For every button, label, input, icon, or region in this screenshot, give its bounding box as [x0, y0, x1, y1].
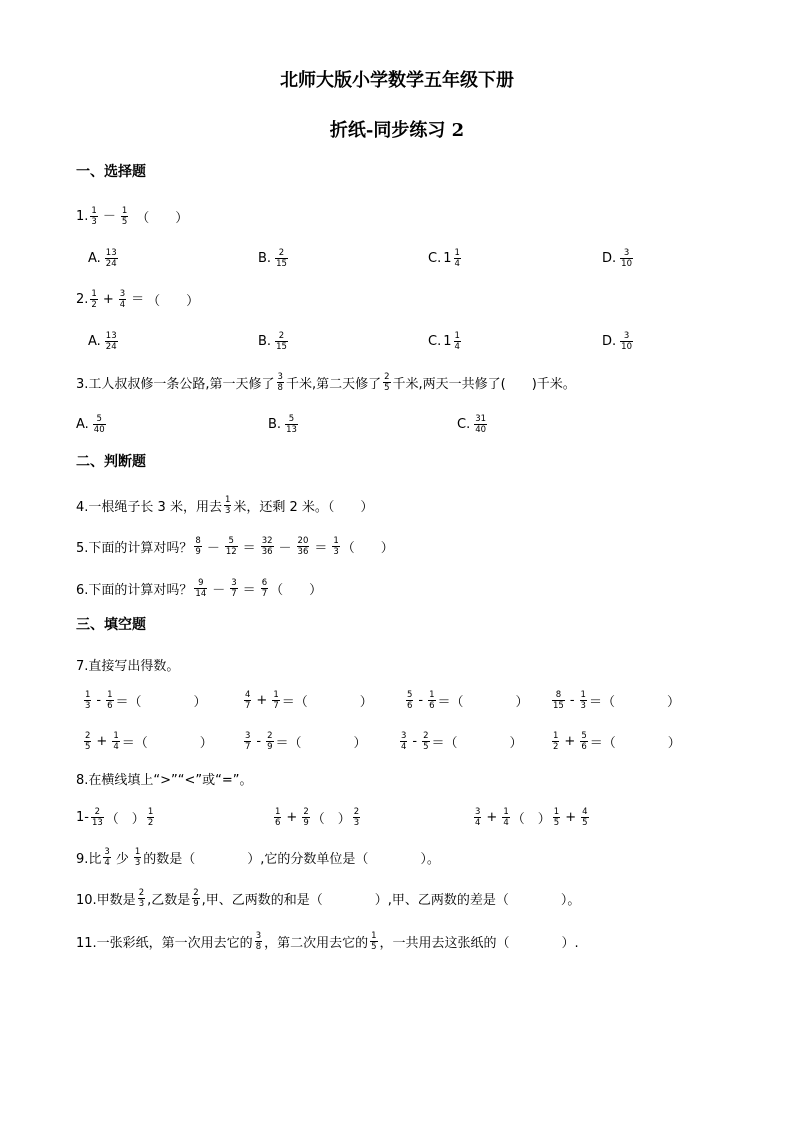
denominator: 5: [553, 817, 560, 828]
fraction: [454, 248, 461, 269]
numerator: 2: [423, 730, 429, 741]
fraction: [230, 578, 237, 599]
denominator: 15: [553, 700, 564, 711]
fraction: [474, 414, 487, 435]
text: 5.下面的计算对吗？: [76, 540, 193, 556]
numerator: 1: [333, 535, 339, 546]
calc-item: [242, 728, 367, 754]
question-number: 1.: [76, 208, 89, 224]
fraction: [84, 731, 91, 752]
fraction: [580, 690, 587, 711]
denominator: 7: [245, 700, 251, 711]
text: ,甲、乙两数的和是（ ）,甲、乙两数的差是（ ）。: [201, 892, 581, 908]
denominator: 40: [93, 424, 105, 435]
option-a: [88, 328, 120, 354]
question-5: [76, 533, 394, 559]
denominator: 4: [401, 741, 407, 752]
denominator: 6: [581, 741, 587, 752]
fraction: [275, 248, 288, 269]
numerator: 2: [384, 371, 390, 382]
denominator: 24: [105, 258, 117, 269]
operator: ＝: [242, 540, 256, 556]
fraction: [581, 807, 588, 828]
numerator: 1: [147, 806, 154, 817]
question-3: [76, 369, 576, 395]
fraction: [428, 690, 435, 711]
option-d: [602, 328, 635, 354]
denominator: 5: [121, 217, 128, 227]
fraction: [84, 690, 91, 711]
numerator: 20: [297, 535, 309, 546]
numerator: 3: [277, 371, 283, 382]
operator: ＝: [131, 292, 145, 307]
fraction: [91, 807, 104, 828]
option-a: [76, 411, 108, 437]
operator: －: [212, 582, 226, 598]
option-label: C.: [428, 250, 442, 266]
option-b: [258, 245, 290, 271]
text: ，第二次用去它的: [264, 935, 369, 951]
denominator: 3: [580, 700, 586, 711]
numerator: 3: [245, 730, 251, 741]
denominator: 5: [423, 741, 429, 752]
numerator: 3: [231, 577, 237, 588]
section-heading-fill: 三、填空题: [76, 617, 146, 633]
fraction: [620, 248, 633, 269]
question-11: [76, 928, 579, 954]
fraction: [192, 888, 199, 909]
denominator: 4: [454, 258, 460, 269]
operator: -: [418, 692, 424, 708]
fraction: [244, 690, 251, 711]
text: 的数是（ ）,它的分数单位是（ ）。: [143, 851, 440, 867]
denominator: 3: [224, 505, 231, 516]
text: （ ）: [105, 811, 145, 827]
calc-item: [398, 728, 523, 754]
text: 千米,第二天修了: [285, 376, 382, 392]
option-label: B.: [268, 416, 282, 432]
fraction: [147, 807, 154, 828]
calc-item: [550, 687, 680, 713]
question-2: [76, 286, 199, 312]
operator: -: [256, 733, 262, 749]
fraction: [112, 731, 119, 752]
option-label: B.: [258, 333, 272, 349]
text: （ ）: [311, 811, 351, 827]
option-label: B.: [258, 250, 272, 266]
text: ＝（ ）: [121, 735, 213, 751]
calc-item: [82, 687, 207, 713]
fraction: [285, 414, 298, 435]
operator: -: [96, 692, 102, 708]
denominator: 4: [475, 817, 481, 828]
text: 4.一根绳子长 3 米，用去: [76, 499, 222, 515]
numerator: 1: [454, 247, 460, 258]
option-label: C.: [428, 333, 442, 349]
operator: ＝: [242, 582, 256, 598]
fraction: [332, 536, 339, 557]
option-label: A.: [88, 250, 101, 266]
denominator: 5: [582, 817, 588, 828]
denominator: 40: [475, 424, 487, 435]
fraction: [383, 372, 390, 393]
denominator: 8: [277, 382, 283, 393]
fraction: [225, 536, 238, 557]
text: ＝（ ）: [115, 694, 207, 710]
text: 少: [115, 851, 129, 867]
fraction: [553, 807, 560, 828]
compare-item: [272, 804, 362, 830]
whole-number: 1: [443, 250, 452, 266]
operator: +: [96, 733, 108, 749]
numerator: 2: [94, 806, 101, 817]
numerator: 1: [429, 689, 435, 700]
denominator: 9: [195, 546, 201, 557]
question-6: [76, 575, 322, 601]
fraction: [406, 690, 413, 711]
fraction: [454, 331, 461, 352]
denominator: 2: [91, 300, 97, 310]
fraction: [275, 331, 288, 352]
denominator: 6: [107, 700, 113, 711]
question-9: [76, 844, 440, 870]
operator: +: [286, 809, 298, 825]
numerator: 1: [113, 730, 119, 741]
denominator: 6: [407, 700, 413, 711]
fraction: [274, 807, 281, 828]
fraction: [105, 331, 118, 352]
numerator: 3: [475, 806, 481, 817]
denominator: 36: [261, 546, 273, 557]
text: （ ）: [341, 540, 394, 556]
denominator: 10: [621, 341, 632, 352]
numerator: 3: [119, 289, 126, 299]
denominator: 5: [384, 382, 390, 393]
calc-item: [550, 728, 681, 754]
numerator: 6: [261, 577, 268, 588]
option-label: D.: [602, 250, 617, 266]
section-heading-judgment: 二、判断题: [76, 454, 146, 470]
numerator: 1: [85, 689, 91, 700]
question-7-prompt: 7.直接写出得数。: [76, 658, 180, 674]
numerator: 1: [107, 689, 113, 700]
numerator: 2: [193, 887, 199, 898]
text: 11.一张彩纸，第一次用去它的: [76, 935, 253, 951]
fraction: [620, 331, 633, 352]
fraction: [552, 731, 559, 752]
numerator: 1: [580, 689, 586, 700]
fraction: [90, 206, 97, 227]
numerator: 4: [245, 689, 251, 700]
text: ＝（ ）: [589, 735, 681, 751]
option-c: [428, 245, 463, 271]
operator: －: [206, 540, 220, 556]
denominator: 4: [104, 857, 110, 868]
fraction: [400, 731, 407, 752]
calc-item: [404, 687, 529, 713]
text: ＝（ ）: [275, 735, 367, 751]
denominator: 9: [193, 898, 199, 909]
numerator: 13: [105, 330, 117, 341]
denominator: 7: [231, 588, 237, 599]
text: ,乙数是: [147, 892, 191, 908]
question-1-expression: [88, 205, 130, 227]
fraction: [370, 931, 377, 952]
numerator: 1: [553, 806, 560, 817]
denominator: 7: [273, 700, 279, 711]
numerator: 1: [371, 930, 377, 941]
numerator: 1: [134, 846, 141, 857]
fraction: [261, 578, 268, 599]
denominator: 15: [276, 341, 287, 352]
denominator: 6: [275, 817, 281, 828]
option-label: A.: [88, 333, 101, 349]
fraction: [277, 372, 284, 393]
denominator: 12: [225, 546, 237, 557]
numerator: 5: [407, 689, 413, 700]
numerator: 5: [96, 413, 102, 424]
denominator: 4: [454, 341, 460, 352]
page-subtitle: 折纸-同步练习 2: [329, 120, 465, 141]
numerator: 1: [224, 494, 231, 505]
calc-item: [242, 687, 373, 713]
fraction: [90, 289, 97, 310]
denominator: 10: [621, 258, 632, 269]
operator: +: [256, 692, 268, 708]
calc-item: [82, 728, 213, 754]
denominator: 9: [267, 741, 273, 752]
option-b: [268, 411, 300, 437]
numerator: 1: [454, 330, 460, 341]
denominator: 13: [286, 424, 297, 435]
denominator: 4: [503, 817, 509, 828]
text: ＝（ ）: [431, 735, 523, 751]
numerator: 5: [288, 413, 295, 424]
denominator: 13: [91, 817, 103, 828]
denominator: 2: [147, 817, 154, 828]
operator: －: [278, 540, 292, 556]
option-c: [457, 411, 489, 437]
numerator: 2: [353, 806, 360, 817]
option-d: [602, 245, 635, 271]
fraction: [106, 690, 113, 711]
option-a: [88, 245, 120, 271]
fraction: [244, 731, 251, 752]
denominator: 6: [429, 700, 435, 711]
answer-paren: （ ）: [147, 293, 200, 309]
numerator: 5: [228, 535, 234, 546]
denominator: 3: [353, 817, 360, 828]
option-c: [428, 328, 463, 354]
section-heading-choice: 一、选择题: [76, 164, 146, 180]
compare-item: [76, 804, 156, 830]
fraction: [422, 731, 429, 752]
numerator: 2: [85, 730, 91, 741]
denominator: 3: [134, 857, 141, 868]
numerator: 1: [91, 289, 97, 299]
fraction: [297, 536, 310, 557]
operator: +: [102, 292, 114, 307]
denominator: 7: [261, 588, 268, 599]
numerator: 2: [138, 887, 145, 898]
operator: ＝: [314, 540, 328, 556]
denominator: 3: [138, 898, 145, 909]
numerator: 1: [273, 689, 279, 700]
denominator: 9: [303, 817, 309, 828]
numerator: 13: [105, 247, 117, 258]
fraction: [272, 690, 279, 711]
fraction: [138, 888, 145, 909]
fraction: [580, 731, 587, 752]
question-8-prompt: 8.在横线填上“>”“<”或“=”。: [76, 772, 253, 788]
numerator: 8: [195, 535, 201, 546]
text: 10.甲数是: [76, 892, 136, 908]
option-label: A.: [76, 416, 89, 432]
fraction: [93, 414, 106, 435]
fraction: [261, 536, 274, 557]
denominator: 4: [113, 741, 119, 752]
fraction: [121, 206, 128, 227]
text: （ ）: [511, 811, 551, 827]
numerator: 1: [91, 206, 97, 216]
numerator: 1: [553, 730, 559, 741]
denominator: 15: [276, 258, 287, 269]
fraction: [353, 807, 360, 828]
fraction: [103, 847, 110, 868]
option-label: C.: [457, 416, 471, 432]
fraction: [302, 807, 309, 828]
operator: -: [569, 692, 575, 708]
numerator: 5: [581, 730, 587, 741]
question-1: [76, 203, 188, 229]
text: 米，还剩 2 米。（ ）: [233, 499, 374, 515]
question-4: [76, 492, 373, 518]
fraction: [224, 495, 231, 516]
denominator: 7: [245, 741, 251, 752]
whole-number: 1: [443, 333, 452, 349]
numerator: 1: [121, 206, 128, 216]
fraction: [194, 578, 207, 599]
fraction: [266, 731, 273, 752]
numerator: 3: [623, 330, 630, 341]
fraction: [194, 536, 201, 557]
denominator: 8: [255, 941, 262, 952]
text: 3.工人叔叔修一条公路,第一天修了: [76, 376, 275, 392]
fraction: [474, 807, 481, 828]
numerator: 1: [275, 806, 281, 817]
fraction: [119, 289, 126, 310]
denominator: 2: [553, 741, 559, 752]
denominator: 24: [105, 341, 117, 352]
denominator: 36: [297, 546, 309, 557]
page-title: 北师大版小学数学五年级下册: [280, 70, 514, 91]
text: （ ）: [270, 582, 323, 598]
text: ＝（ ）: [437, 694, 529, 710]
answer-paren: （ ）: [136, 210, 189, 226]
denominator: 14: [195, 588, 207, 599]
question-number: 2.: [76, 291, 89, 307]
numerator: 2: [278, 247, 285, 258]
operator: 1-: [76, 809, 89, 825]
numerator: 2: [267, 730, 273, 741]
denominator: 3: [85, 700, 91, 711]
operator: -: [412, 733, 418, 749]
numerator: 3: [623, 247, 630, 258]
text: 6.下面的计算对吗？: [76, 582, 193, 598]
numerator: 31: [475, 413, 487, 424]
question-10: [76, 885, 580, 911]
operator: +: [486, 809, 498, 825]
denominator: 5: [85, 741, 91, 752]
text: ＝（ ）: [281, 694, 373, 710]
text: ，一共用去这张纸的（ ）.: [379, 935, 579, 951]
denominator: 3: [333, 546, 339, 557]
numerator: 3: [104, 846, 110, 857]
option-label: D.: [602, 333, 617, 349]
fraction: [552, 690, 565, 711]
denominator: 4: [119, 300, 126, 310]
option-b: [258, 328, 290, 354]
text: ＝（ ）: [588, 694, 680, 710]
question-2-expression: [88, 288, 147, 310]
numerator: 8: [555, 689, 562, 700]
numerator: 2: [303, 806, 309, 817]
text: 千米,两天一共修了( )千米。: [392, 376, 576, 392]
numerator: 3: [255, 930, 262, 941]
denominator: 3: [91, 217, 97, 227]
numerator: 9: [198, 577, 204, 588]
fraction: [105, 248, 118, 269]
denominator: 5: [371, 941, 377, 952]
operator: +: [565, 809, 577, 825]
numerator: 1: [503, 806, 509, 817]
operator: －: [102, 209, 116, 224]
numerator: 32: [261, 535, 273, 546]
text: 9.比: [76, 851, 102, 867]
numerator: 2: [278, 330, 285, 341]
compare-item: [472, 804, 591, 830]
numerator: 4: [582, 806, 588, 817]
operator: +: [564, 733, 576, 749]
numerator: 3: [401, 730, 407, 741]
fraction: [502, 807, 509, 828]
fraction: [134, 847, 141, 868]
fraction: [255, 931, 262, 952]
